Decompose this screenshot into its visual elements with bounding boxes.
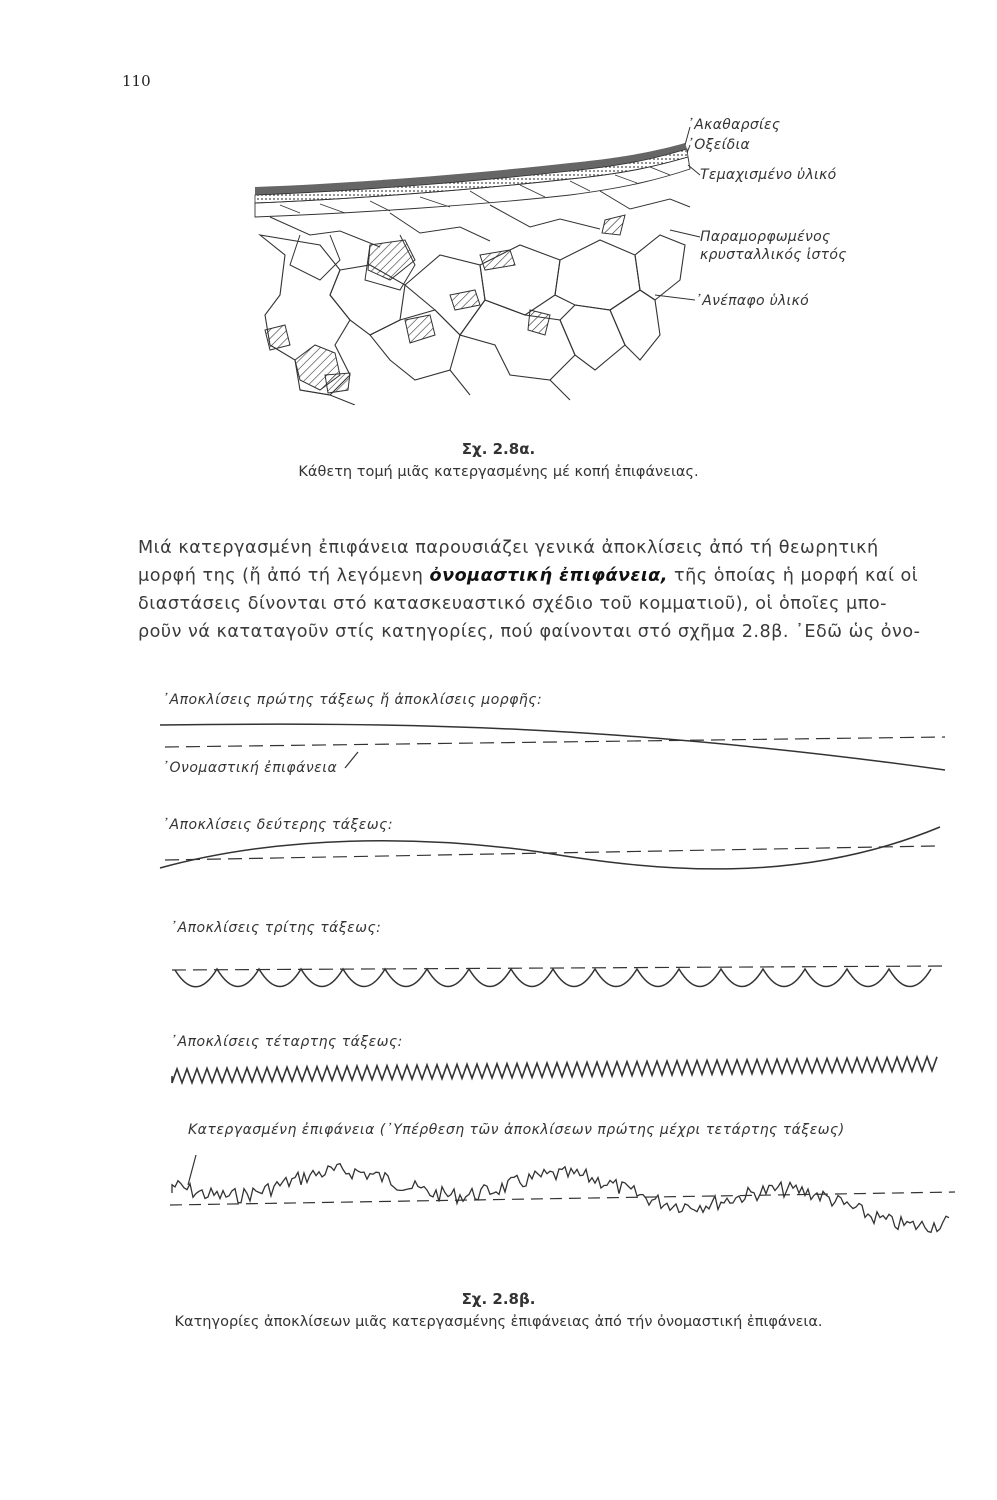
label-crystalline-tissue: κρυσταλλικός ἱστός bbox=[700, 247, 847, 263]
first-order-curve bbox=[160, 724, 945, 770]
nominal-surface-term: ὀνομαστική ἐπιφάνεια, bbox=[429, 566, 668, 586]
nominal-dashed-3 bbox=[172, 966, 945, 970]
paragraph-line-2: μορφή της (ἤ ἀπό τή λεγόμενη ὀνομαστική ἐπιφάνεια, τῆς ὁποίας ἡ μορφή καί οἱ bbox=[138, 566, 919, 586]
figure-b-text: Κατηγορίες ἀποκλίσεων μιᾶς κατεργασμένης ἐπιφάνειας ἀπό τήν ὀνομαστική ἐπιφάνεια. bbox=[174, 1314, 823, 1330]
figure-b-number: Σχ. 2.8β. bbox=[461, 1290, 536, 1308]
body-paragraph bbox=[138, 534, 963, 646]
figure-a-text: Κάθετη τομή μιᾶς κατεργασμένης μέ κοπή ἐπιφάνειας. bbox=[298, 464, 699, 480]
label-deformed: Παραμορφωμένος bbox=[700, 229, 831, 245]
third-order-label: ᾽Αποκλίσεις τρίτης τάξεως: bbox=[170, 920, 382, 936]
nominal-surface-label: ᾽Ονομαστική ἐπιφάνεια bbox=[162, 760, 338, 776]
nominal-pointer bbox=[345, 752, 358, 768]
paragraph-line-1: Μιά κατεργασμένη ἐπιφάνεια παρουσιάζει γενικά ἀποκλίσεις ἀπό τή θεωρητική bbox=[138, 538, 879, 558]
figure-b-caption bbox=[0, 1290, 997, 1330]
cross-section-figure bbox=[240, 105, 880, 405]
fourth-order-curve bbox=[172, 1057, 937, 1083]
first-order-label: ᾽Αποκλίσεις πρώτης τάξεως ἤ ἀποκλίσεις μορφῆς: bbox=[162, 692, 543, 708]
machined-surface-pointer bbox=[188, 1155, 196, 1185]
page-number: 110 bbox=[122, 72, 151, 90]
label-impurities: ᾽Ακαθαρσίες bbox=[687, 117, 781, 133]
label-oxides: ᾽Οξείδια bbox=[687, 137, 751, 153]
third-order-curve bbox=[175, 969, 931, 987]
figure-a-caption bbox=[0, 440, 997, 480]
figure-a-number: Σχ. 2.8α. bbox=[461, 440, 536, 458]
second-order-label: ᾽Αποκλίσεις δεύτερης τάξεως: bbox=[162, 817, 394, 833]
nominal-dashed-1 bbox=[165, 737, 945, 747]
label-intact-material: ᾽Ανέπαφο ὑλικό bbox=[695, 293, 810, 309]
fourth-order-label: ᾽Αποκλίσεις τέταρτης τάξεως: bbox=[170, 1034, 403, 1050]
paragraph-line-3: διαστάσεις δίνονται στό κατασκευαστικό σχέδιο τοῦ κομματιοῦ), οἱ ὁποῖες μπο- bbox=[138, 594, 887, 614]
machined-surface-label: Κατεργασμένη ἐπιφάνεια (᾽Υπέρθεση τῶν ἀποκλίσεων πρώτης μέχρι τετάρτης τάξεως) bbox=[188, 1122, 845, 1138]
deviation-diagram bbox=[0, 700, 997, 1240]
label-fragmented-material: Τεμαχισμένο ὑλικό bbox=[700, 167, 837, 183]
paragraph-line-4: ροῦν νά καταταγοῦν στίς κατηγορίες, πού φαίνονται στό σχῆμα 2.8β. ᾽Εδῶ ὡς ὀνο- bbox=[138, 622, 921, 642]
